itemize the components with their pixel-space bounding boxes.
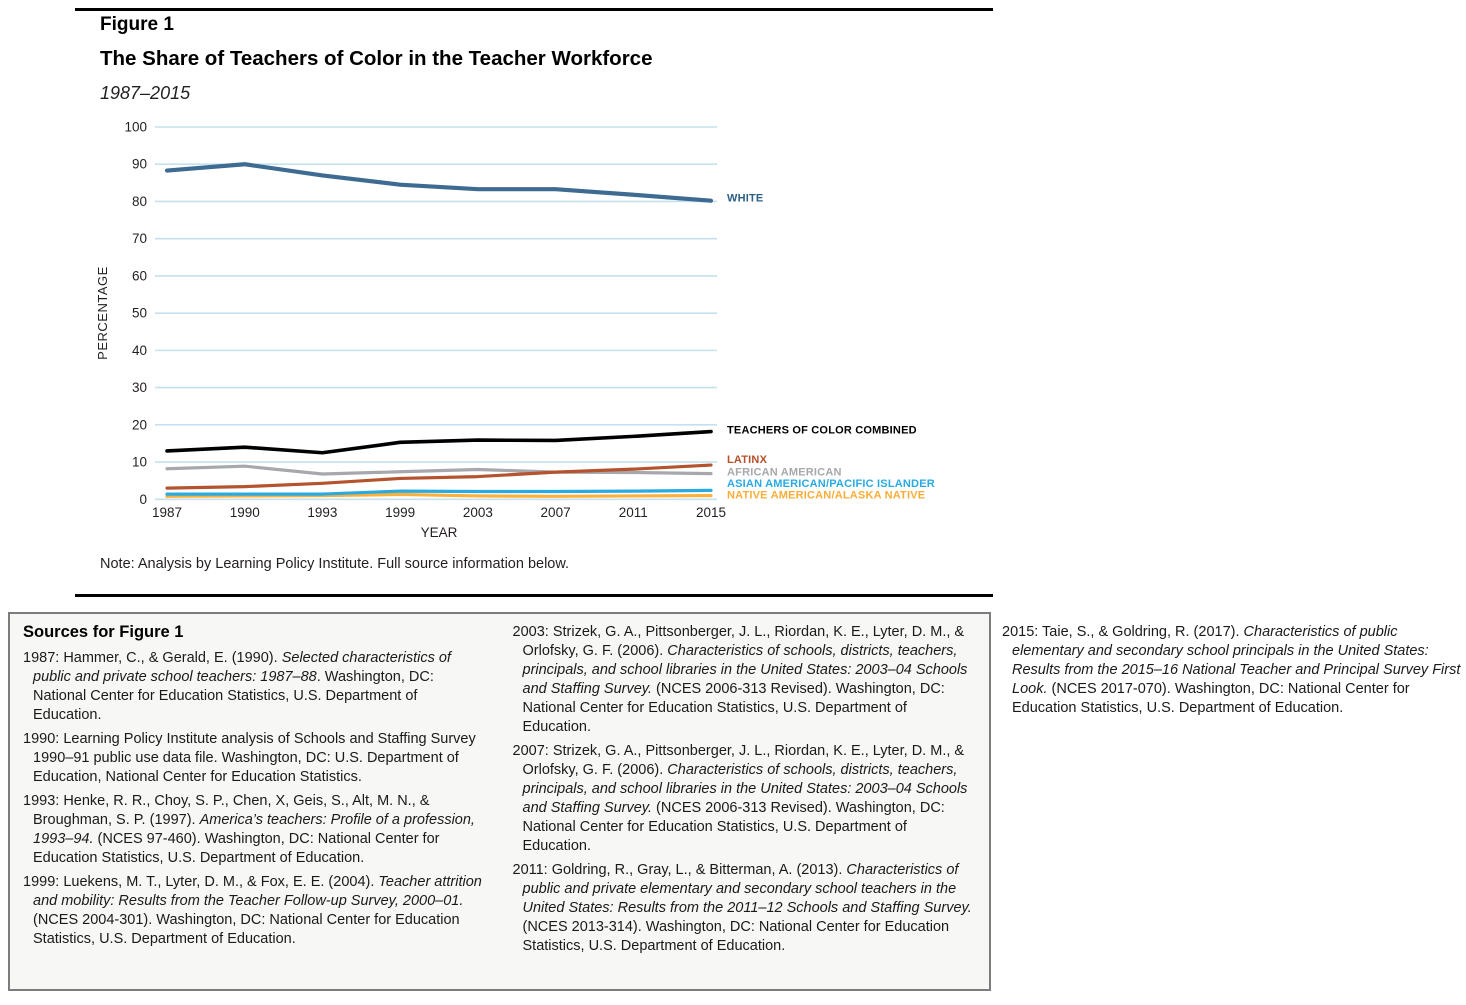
- sources-columns: [23, 623, 1461, 981]
- sources-box: [8, 612, 1461, 991]
- source-text: (NCES 97-460). Washington, DC: National Center for Education Statistics, U.S. Department of Education.: [33, 831, 440, 866]
- figure-subtitle: 1987–2015: [100, 83, 191, 103]
- y-axis-tick-label: 60: [131, 268, 147, 284]
- source-title-italic: America’s teachers: Profile of a profession, 1993–94.: [33, 812, 475, 847]
- y-axis-tick-label: 30: [131, 380, 147, 396]
- source-title-italic: Characteristics of public elementary and secondary school principals in the United States: Results from the 2015–16 National Teacher and Principal Survey First Look.: [1012, 624, 1461, 697]
- series-label-0: WHITE: [727, 192, 764, 205]
- series-label-5: NATIVE AMERICAN/ALASKA NATIVE: [727, 489, 926, 502]
- source-title-italic: Selected characteristics of public and private school teachers: 1987–88: [33, 650, 451, 685]
- series-label-3: AFRICAN AMERICAN: [727, 466, 842, 479]
- source-text: 2003: Strizek, G. A., Pittsonberger, J. L., Riordan, K. E., Lyter, D. M., & Orlofsky, G. F. (2006).: [512, 624, 965, 659]
- note-text: Note: Analysis by Learning Policy Institute. Full source information below.: [100, 556, 570, 572]
- source-text: 1999: Luekens, M. T., Lyter, D. M., & Fox, E. E. (2004).: [23, 874, 379, 890]
- y-axis-tick-label: 50: [131, 305, 147, 321]
- source-entry: [513, 861, 977, 956]
- series-line-4: [167, 490, 711, 494]
- series-line-2: [167, 465, 711, 488]
- source-entry: [1002, 623, 1466, 718]
- x-axis-tick-label: 2007: [540, 505, 571, 520]
- x-axis-tick-label: 2015: [695, 505, 727, 520]
- source-text: 2007: Strizek, G. A., Pittsonberger, J. L., Riordan, K. E., Lyter, D. M., & Orlofsky, G. F. (2006).: [512, 743, 965, 778]
- source-text: 2015: Taie, S., & Goldring, R. (2017).: [1002, 624, 1244, 640]
- source-text: 2011: Goldring, R., Gray, L., & Bitterman, A. (2013).: [512, 862, 847, 878]
- y-axis-tick-label: 20: [131, 417, 147, 433]
- series-label-2: LATINX: [727, 454, 768, 466]
- page-title: The Share of Teachers of Color in the Teacher Workforce: [100, 47, 653, 70]
- source-text: (NCES 2013-314). Washington, DC: National Center for Education Statistics, U.S. Department of Education.: [522, 919, 950, 954]
- y-axis-title: PERCENTAGE: [95, 266, 110, 360]
- series-label-1: TEACHERS OF COLOR COMBINED: [727, 424, 917, 437]
- source-text: (NCES 2004-301). Washington, DC: National Center for Education Statistics, U.S. Department of Education.: [33, 912, 460, 947]
- y-axis-tick-label: 100: [124, 119, 147, 135]
- figure-label: Figure 1: [100, 14, 174, 35]
- source-text: (NCES 2017-070). Washington, DC: National Center for Education Statistics, U.S. Department of Education.: [1012, 681, 1410, 716]
- source-text: . Washington, DC: National Center for Education Statistics, U.S. Department of Education.: [33, 669, 434, 723]
- source-entry: [513, 742, 977, 856]
- source-text: (NCES 2006-313 Revised). Washington, DC: National Center for Education Statistics, U.S. Department of Education.: [522, 800, 945, 854]
- y-axis-tick-label: 90: [131, 156, 147, 172]
- source-title-italic: Characteristics of schools, districts, teachers, principals, and school libraries in the United States: 2003–04 Schools and Staffing Survey.: [522, 643, 968, 697]
- x-axis-tick-label: 1990: [229, 505, 260, 520]
- source-title-italic: Characteristics of schools, districts, teachers, principals, and school libraries in the United States: 2003–04 Schools and Staffing Survey.: [522, 762, 968, 816]
- x-axis-tick-label: 1987: [151, 505, 183, 520]
- source-title-italic: Characteristics of public and private elementary and secondary school teachers in the United States: Results from the 2011–12 Schools and Staffing Survey.: [522, 862, 972, 916]
- series-line-0: [167, 164, 711, 200]
- x-axis-tick-label: 1993: [307, 505, 338, 520]
- sources-title: Sources for Figure 1: [23, 623, 184, 641]
- source-text: 1993: Henke, R. R., Choy, S. P., Chen, X, Geis, S., Alt, M. N., & Broughman, S. P. (1997).: [23, 793, 430, 828]
- x-axis-title: YEAR: [420, 525, 458, 540]
- series-line-1: [167, 432, 711, 453]
- x-axis-tick-label: 2003: [462, 505, 493, 520]
- y-axis-tick-label: 70: [131, 231, 147, 247]
- series-label-4: ASIAN AMERICAN/PACIFIC ISLANDER: [727, 478, 935, 490]
- source-entry: [23, 649, 487, 725]
- x-axis-tick-label: 2011: [618, 505, 648, 520]
- source-entry: [23, 730, 487, 787]
- bottom-rule: [75, 594, 993, 597]
- source-text: 1987: Hammer, C., & Gerald, E. (1990).: [23, 650, 282, 666]
- source-entry: [23, 873, 487, 949]
- source-text: 1990: Learning Policy Institute analysis of Schools and Staffing Survey 1990–91 public use data file. Washington, DC: U.S. Department of Education, National Center for Education Statistics.: [23, 731, 476, 785]
- y-axis-tick-label: 80: [131, 193, 147, 209]
- source-entry: [513, 623, 977, 737]
- source-title-italic: Teacher attrition and mobility: Results from the Teacher Follow-up Survey, 2000–01.: [33, 874, 482, 909]
- x-axis-tick-label: 1999: [385, 505, 416, 520]
- y-axis-tick-label: 0: [139, 491, 147, 507]
- source-entry: [23, 792, 487, 868]
- line-chart: [0, 0, 1000, 560]
- y-axis-tick-label: 10: [131, 454, 147, 470]
- y-axis-tick-label: 40: [131, 342, 147, 358]
- source-text: (NCES 2006-313 Revised). Washington, DC: National Center for Education Statistics, U.S. Department of Education.: [522, 681, 945, 735]
